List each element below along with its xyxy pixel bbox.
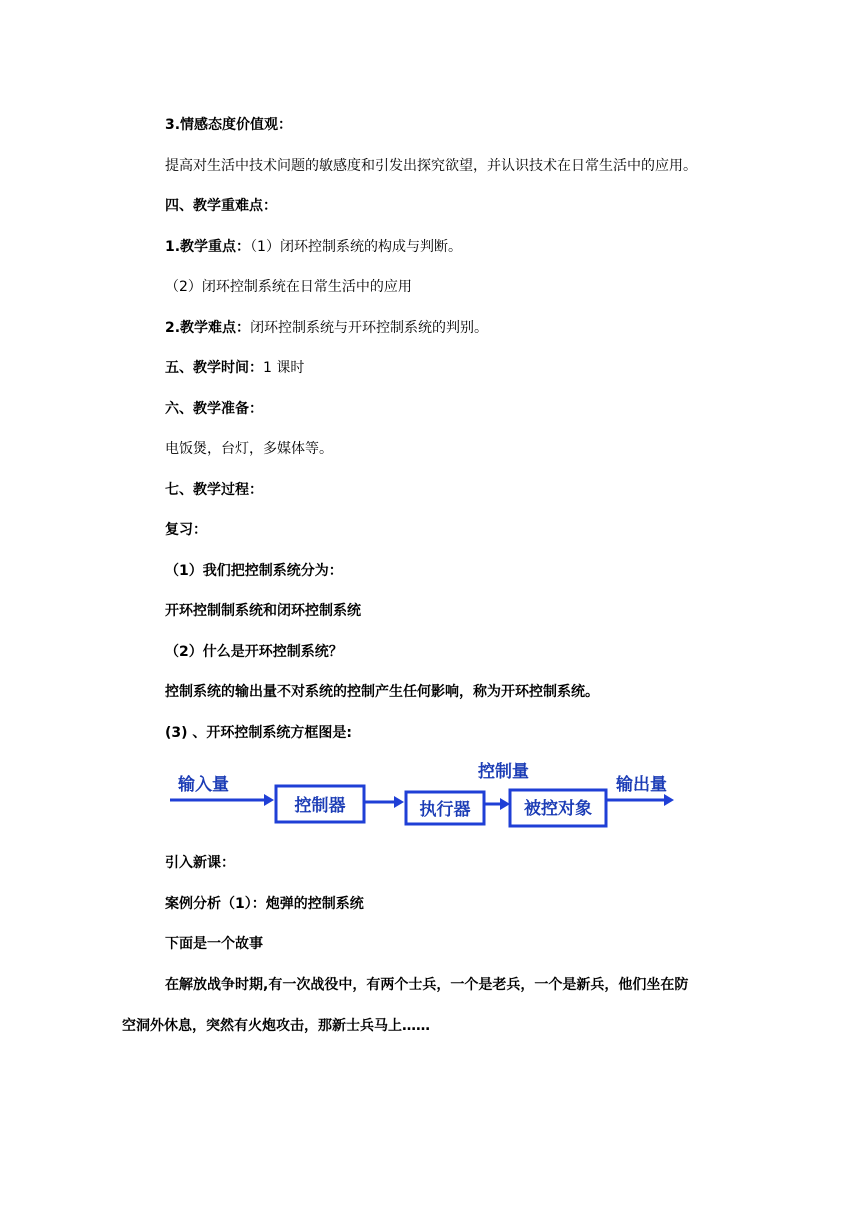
section6-heading: 六、教学准备：	[165, 401, 263, 417]
open-loop-block-diagram	[160, 752, 680, 832]
controlled-object-label: 被控对象	[524, 799, 592, 819]
key-point-text: （1）闭环控制系统的构成与判断。	[250, 239, 462, 255]
key-point-label: 1.教学重点：	[165, 239, 251, 255]
difficulty-text: 闭环控制系统与开环控制系统的判别。	[250, 320, 489, 336]
section5-line	[165, 358, 304, 378]
question-1: （1）我们把控制系统分为：	[165, 563, 343, 579]
section5-label: 五、教学时间：	[165, 360, 263, 376]
case-heading: 案例分析（1）：炮弹的控制系统	[165, 896, 364, 912]
section4-heading: 四、教学重难点：	[165, 198, 277, 214]
section5-text: 1 课时	[263, 360, 305, 376]
key-point-line	[165, 237, 462, 257]
controller-arrowhead	[394, 796, 404, 808]
story-intro: 下面是一个故事	[165, 936, 263, 952]
output-label: 输出量	[616, 775, 667, 795]
difficulty-label: 2.教学难点：	[165, 320, 251, 336]
prep-text: 电饭煲，台灯，多媒体等。	[165, 441, 333, 457]
control-quantity-label: 控制量	[478, 762, 529, 782]
question-2: （2）什么是开环控制系统？	[165, 644, 343, 660]
answer-1: 开环控制制系统和闭环控制系统	[165, 603, 361, 619]
story-line-2: 空洞外休息，突然有火炮攻击，那新士兵马上……	[122, 1018, 430, 1034]
output-arrowhead	[664, 794, 674, 806]
question-3: (3) 、开环控制系统方框图是:	[165, 725, 353, 741]
key-point-text-2: （2）闭环控制系统在日常生活中的应用	[165, 279, 412, 295]
input-arrowhead	[264, 794, 274, 806]
review-heading: 复习：	[165, 522, 207, 538]
difficulty-line	[165, 318, 488, 338]
story-line-1: 在解放战争时期,有一次战役中，有两个士兵，一个是老兵，一个是新兵，他们坐在防	[165, 977, 689, 993]
answer-2: 控制系统的输出量不对系统的控制产生任何影响，称为开环控制系统。	[165, 684, 599, 700]
affect-text: 提高对生活中技术问题的敏感度和引发出探究欲望，并认识技术在日常生活中的应用。	[165, 158, 697, 174]
input-label: 输入量	[178, 775, 229, 795]
section7-heading: 七、教学过程：	[165, 482, 263, 498]
intro-heading: 引入新课：	[165, 855, 235, 871]
controller-label: 控制器	[294, 796, 346, 816]
affect-heading: 3.情感态度价值观：	[165, 117, 293, 133]
actuator-label: 执行器	[419, 800, 471, 820]
